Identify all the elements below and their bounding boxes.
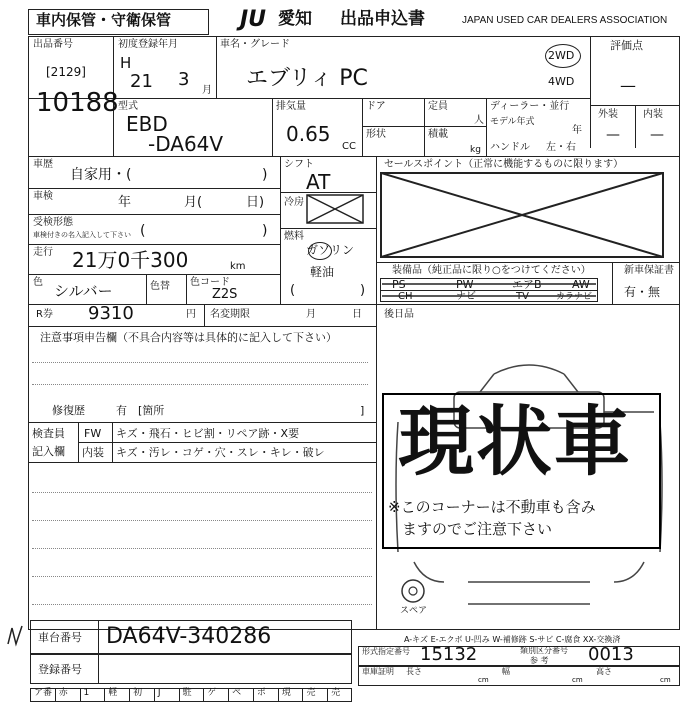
name-change-day: 日	[352, 309, 362, 320]
name-change-month: 月	[306, 309, 316, 320]
door-label: ドア	[366, 101, 386, 112]
inspection-day: 日)	[246, 195, 265, 210]
bottom-strip-cell: 売	[306, 688, 316, 698]
drive-2wd: 2WD	[548, 49, 575, 62]
inspection-month: 月(	[184, 195, 203, 210]
inspection-year-unit: 年	[118, 195, 132, 210]
acceptance-note: 車検付きの名入記入して下さい	[33, 231, 131, 239]
dimensions-width: 幅	[502, 667, 510, 676]
car-name-value: エブリィ PC	[246, 66, 368, 91]
drive-4wd: 4WD	[548, 75, 575, 88]
registration-month-unit: 月	[202, 85, 212, 96]
inspector-label-2: 記入欄	[32, 445, 65, 458]
category-value: 0013	[588, 644, 634, 665]
type-designation-value: 15132	[420, 644, 478, 665]
fuel-close: )	[360, 283, 366, 298]
name-change-label: 名変期限	[210, 309, 250, 320]
sales-point-crossed-box	[380, 172, 664, 258]
category-label: 類別区分番号	[520, 646, 568, 655]
reg-number-label: 登録番号	[38, 663, 82, 676]
bottom-strip-cell: ペ	[232, 688, 242, 698]
color-label: 色	[33, 277, 43, 288]
rating-value: —	[620, 76, 636, 95]
equipment-label: 装備品（純正品に限り○をつけてください）	[392, 265, 591, 276]
rating-interior: —	[650, 127, 664, 143]
history-value: 自家用・(	[70, 167, 132, 183]
inspector-fw-label: FW	[84, 427, 102, 440]
handle-options: 左・右	[546, 142, 576, 153]
new-warranty-label: 新車保証書	[624, 265, 674, 276]
damage-legend: A-キズ E-エクボ U-凹み W-補修跡 S-サビ C-腐食 XX-交換済	[404, 635, 621, 644]
load-label: 積載	[428, 129, 448, 140]
spare-tire-icon	[400, 578, 426, 604]
bottom-strip-cell: ゲ	[207, 688, 217, 698]
lot-number-label: 出品番号	[33, 39, 73, 50]
fuel-open: (	[290, 283, 296, 298]
model-label: 型式	[118, 101, 138, 112]
shift-value: AT	[306, 170, 331, 194]
notes-label: 注意事項申告欄（不具合内容等は具体的に記入して下さい）	[40, 331, 337, 344]
equipment-tv: TV	[516, 291, 529, 302]
type-designation-label: 形式指定番号	[362, 647, 410, 656]
dimensions-length: 長さ	[406, 667, 422, 676]
history-close: )	[262, 167, 268, 183]
mileage-value: 21万0千300	[72, 248, 189, 272]
acceptance-close: )	[262, 223, 268, 239]
displacement-value: 0.65	[286, 122, 331, 146]
mileage-label: 走行	[33, 247, 53, 258]
status-banner-note-2: ますのでご注意下さい	[402, 520, 553, 538]
equipment-ps: PS	[392, 278, 406, 291]
equipment-color-navi: カラナビ	[556, 292, 593, 302]
chassis-label: 車台番号	[38, 631, 82, 644]
registration-era: H	[120, 54, 132, 72]
model-line1: EBD	[126, 112, 168, 136]
repair-value: 有	[116, 404, 127, 417]
equipment-strikethrough	[380, 278, 598, 302]
bottom-strip-cell: 軽	[108, 688, 118, 698]
spare-label: スペア	[400, 606, 428, 616]
color-value: シルバー	[54, 282, 113, 300]
inspector-label-1: 検査員	[32, 427, 65, 440]
mileage-unit: km	[230, 261, 246, 272]
capacity-label: 定員	[428, 101, 448, 112]
model-year-label: モデル年式	[490, 117, 535, 127]
lot-code: [2129]	[46, 65, 86, 79]
bottom-strip-cell: ポ	[256, 688, 266, 698]
equipment-airbag: エアB	[512, 278, 542, 291]
bottom-strip-cell: 駐	[182, 688, 192, 698]
history-label: 車歴	[33, 159, 53, 170]
category-reference: 参 考	[530, 656, 549, 665]
inspection-label: 車検	[33, 191, 53, 202]
after-install-label: 後日品	[384, 309, 414, 320]
dimensions-length-unit: cm	[478, 676, 489, 684]
fuel-gasoline: ガソリン	[306, 243, 355, 257]
aircon-crossed-box	[306, 194, 364, 224]
bottom-strip-cell: J	[157, 688, 161, 698]
recycle-label: R券	[36, 309, 53, 320]
bottom-strip-cell: 売	[331, 688, 341, 698]
inspector-fw-text: キズ・飛石・ヒビ割・リペア跡・X要	[116, 427, 300, 440]
car-name-label: 車名・グレード	[220, 39, 290, 50]
equipment-aw: AW	[572, 278, 590, 291]
rating-exterior-label: 外装	[598, 109, 618, 120]
shape-label: 形状	[366, 129, 386, 140]
repair-place: [箇所	[138, 404, 165, 417]
dimensions-height-unit: cm	[660, 676, 671, 684]
displacement-unit: CC	[342, 141, 356, 152]
equipment-pw: PW	[456, 278, 474, 291]
association-name: JAPAN USED CAR DEALERS ASSOCIATION	[462, 15, 668, 26]
dimensions-label: 車庫証明	[362, 667, 394, 676]
signature-mark	[4, 624, 28, 650]
dimensions-height: 高さ	[596, 667, 612, 676]
repair-label: 修復歴	[52, 404, 85, 417]
capacity-unit: 人	[474, 115, 484, 126]
load-unit: kg	[470, 145, 481, 155]
acceptance-label: 受検形態	[33, 217, 73, 228]
acceptance-open: (	[140, 223, 146, 239]
shift-label: シフト	[284, 159, 314, 170]
repair-close: ]	[360, 404, 365, 417]
recycle-value: 9310	[88, 303, 134, 324]
registration-year: 21	[130, 71, 153, 92]
bottom-strip-cell: ア番	[34, 688, 53, 698]
rating-interior-label: 内装	[643, 109, 663, 120]
lot-number: 10188	[36, 88, 119, 118]
inspector-interior-label: 内装	[82, 446, 104, 459]
bottom-strip-cell: 1	[83, 688, 90, 698]
logo-ju: JU	[240, 7, 267, 32]
aircon-label: 冷房	[284, 197, 304, 208]
bottom-strip-cell: 現	[281, 688, 291, 698]
status-banner-title: 現状車	[398, 397, 632, 486]
rating-label: 評価点	[610, 39, 643, 52]
model-line2: -DA64V	[148, 132, 224, 156]
registration-month: 3	[178, 69, 190, 90]
bottom-strip-cell: 初	[133, 688, 143, 698]
inspector-interior-text: キズ・汚レ・コゲ・穴・スレ・キレ・破レ	[116, 446, 325, 459]
storage-type: 車内保管・守衛保管	[36, 11, 172, 29]
new-warranty-value: 有・無	[624, 285, 661, 299]
form-title: 出品申込書	[340, 9, 425, 29]
equipment-navi: ナビ	[456, 291, 476, 302]
recycle-unit: 円	[186, 309, 196, 320]
rating-exterior: —	[606, 127, 620, 143]
registration-label: 初度登録年月	[118, 39, 178, 50]
fuel-label: 燃料	[284, 231, 304, 242]
brand-aichi: 愛知	[278, 9, 312, 29]
color-change-label: 色替	[150, 281, 170, 292]
sales-point-label: セールスポイント（正常に機能するものに限ります）	[384, 159, 624, 170]
dealer-label: ディーラー・並行	[490, 101, 570, 112]
handle-label: ハンドル	[490, 142, 530, 153]
bottom-strip-cell: 赤	[58, 688, 68, 698]
color-code-value: Z2S	[212, 287, 238, 302]
fuel-diesel: 軽油	[310, 265, 335, 279]
year-unit: 年	[572, 125, 582, 136]
chassis-value: DA64V-340286	[106, 624, 272, 649]
equipment-ch: CH	[398, 291, 413, 302]
displacement-label: 排気量	[276, 101, 306, 112]
status-banner-note-1: ※このコーナーは不動車も含み	[388, 498, 596, 516]
color-code-label: 色コード	[190, 277, 230, 288]
dimensions-width-unit: cm	[572, 676, 583, 684]
